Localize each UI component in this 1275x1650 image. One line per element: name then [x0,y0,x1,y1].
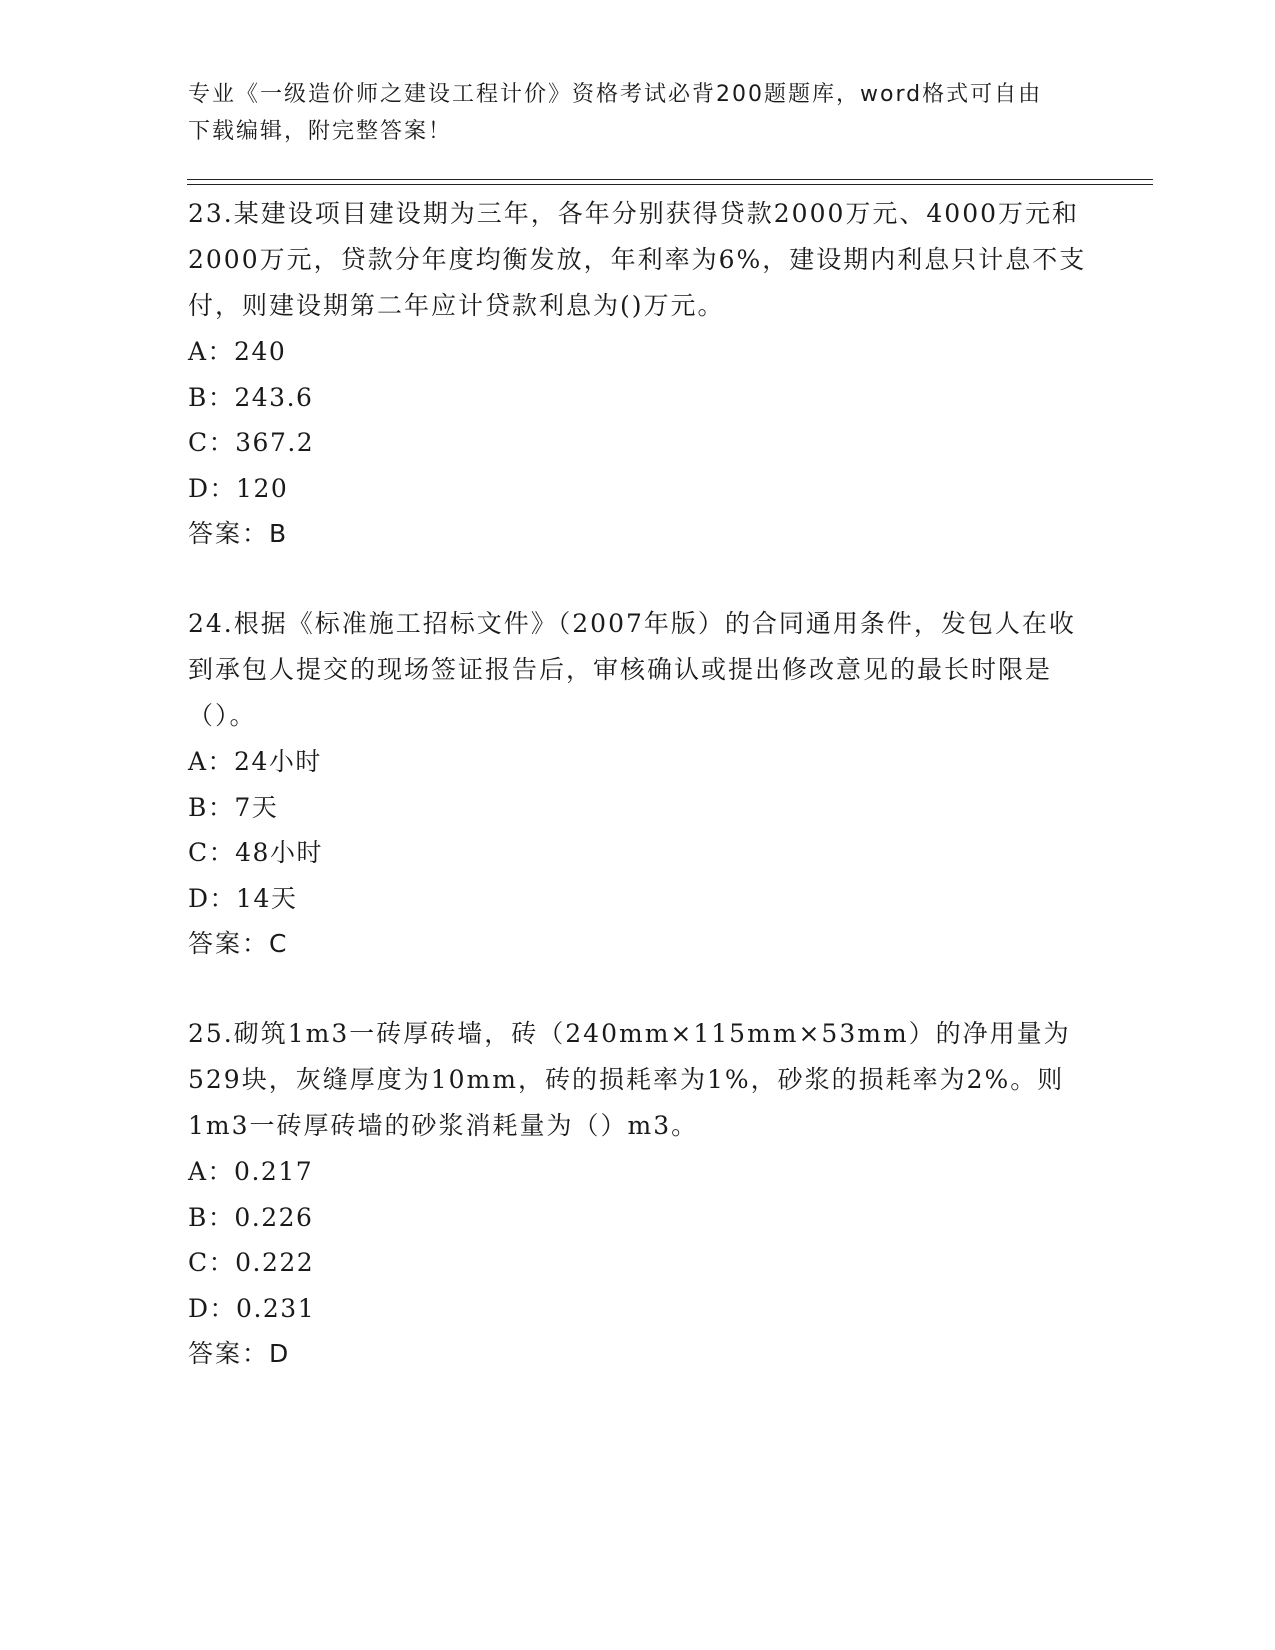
question-23 [188,191,1088,556]
question-list [188,191,1088,1421]
option-c: C：367.2 [188,428,315,457]
header-line-1: 专业《一级造价师之建设工程计价》资格考试必背200题题库，word格式可自由 [188,82,1043,107]
question-24 [188,601,1088,966]
question-stem: 23.某建设项目建设期为三年，各年分别获得贷款2000万元、4000万元和2000万元，贷款分年度均衡发放，年利率为6%，建设期内利息只计息不支付，则建设期第二年应计贷款利息为()万元。 [188,199,1087,320]
document-header [188,76,1068,150]
answer-line: 答案：C [188,929,289,958]
option-a: A：0.217 [188,1157,314,1186]
option-d: D：120 [188,473,289,503]
option-d: D：0.231 [188,1293,316,1323]
option-b: B：7天 [188,792,279,822]
answer-line: 答案：B [188,519,289,548]
question-stem: 25.砌筑1m3一砖厚砖墙，砖（240mm×115mm×53mm）的净用量为529块，灰缝厚度为10mm，砖的损耗率为1%，砂浆的损耗率为2%。则1m3一砖厚砖墙的砂浆消耗量为（）m3。 [188,1019,1071,1140]
option-c: C：0.222 [188,1248,315,1277]
question-25 [188,1011,1088,1376]
option-b: B：243.6 [188,382,314,412]
option-d: D：14天 [188,883,298,913]
option-c: C：48小时 [188,838,323,867]
question-stem: 24.根据《标准施工招标文件》（2007年版）的合同通用条件，发包人在收到承包人提交的现场签证报告后，审核确认或提出修改意见的最长时限是（）。 [188,609,1076,730]
option-b: B：0.226 [188,1202,314,1232]
answer-line: 答案：D [188,1339,291,1368]
option-a: A：24小时 [188,747,322,776]
option-a: A：240 [188,337,287,366]
header-line-2: 下载编辑，附完整答案！ [188,119,453,144]
header-divider-bottom [187,184,1153,185]
header-divider-top [187,179,1153,180]
